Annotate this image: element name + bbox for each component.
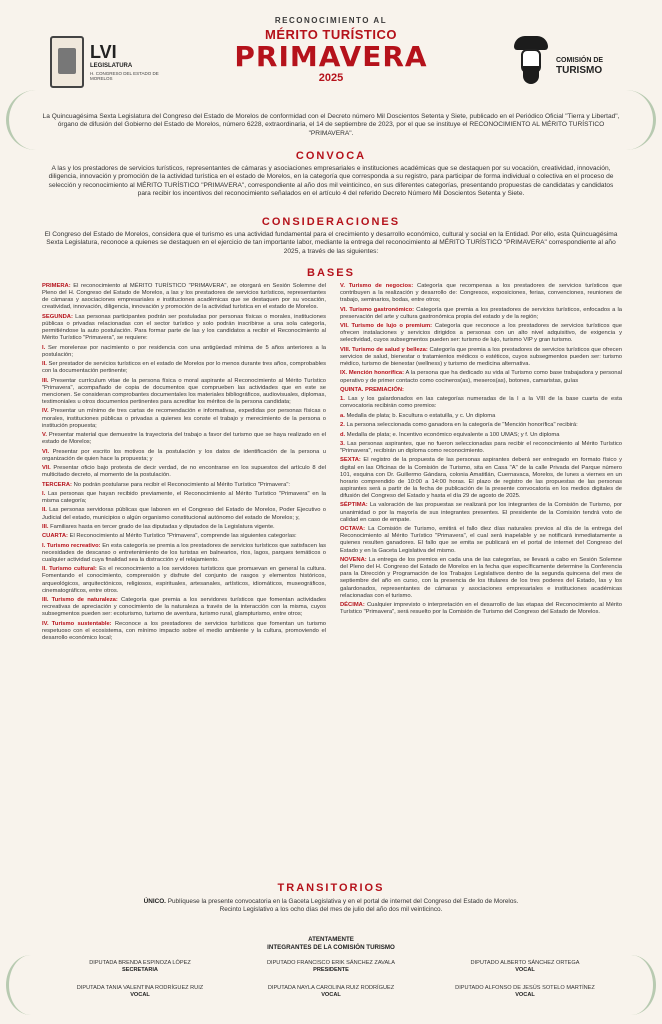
base-item-text: Las personas que hayan recibido previamente, el Reconocimiento al Mérito Turístico "Primavera" en la misma categoría; <box>42 490 326 505</box>
base-item <box>42 491 326 505</box>
signer-role: SECRETARIA <box>122 967 158 973</box>
base-item <box>340 557 622 600</box>
atentamente-label: ATENTAMENTE <box>308 936 354 943</box>
base-item-key: V. Turismo de negocios: <box>340 283 414 289</box>
base-item <box>42 449 326 463</box>
base-item-key: QUINTA. PREMIACIÓN: <box>340 386 404 393</box>
base-item <box>42 283 326 312</box>
base-item-key: I. <box>42 490 46 497</box>
base-item-text: Presentar oficio bajo protesta de decir verdad, de no encontrarse en los supuestos del artículo 8 del multicitado decreto, al momento de la postulación. <box>42 465 326 479</box>
signer-name: DIPUTADO ALFONSO DE JESÚS SOTELO MARTÍNEZ <box>455 985 595 991</box>
base-item-key: VII. <box>42 465 51 472</box>
bases-right-column <box>340 283 622 619</box>
base-item-key: DÉCIMA: <box>340 602 365 609</box>
base-item <box>42 524 326 531</box>
base-item-text: Reconoce a los prestadores de servicios turísticos que fomentan un turismo respetuoso con el ecosistema, con mínimo impacto sobre el medio ambiente y la cultura, promoviendo el desarrollo económico local; <box>42 620 326 642</box>
base-item-text: Categoría que premia a los prestadores de servicios turísticos que ofrecen servicios de salud, bienestar o tratamientos médicos o estéticos, cuyos subsegmentos pueden ser: turismo médico, turismo de bienestar (wellness) y turismo de medicina alternativa. <box>340 346 622 368</box>
base-item-text: Categoría que recompensa a los prestadores de servicios turísticos que contribuyen a la realización y desarrollo de: Congresos, exposiciones, ferias, convenciones, reuniones de trabajo, seminarios, bodas, entre otros; <box>340 283 622 304</box>
transitorio-text: Publíquese la presente convocatoria en la Gaceta Legislativa y en el portal de internet del Congreso del Estado de Morelos. <box>165 898 519 905</box>
base-item-text: En esta categoría se premia a los prestadores de servicios turísticos que satisfacen las necesidades de descanso o entretenimiento de los turistas en balnearios, ríos, lagos, parques temáticos o cualquier actividad cuya finalidad sea la distracción y el relajamiento. <box>42 542 326 563</box>
base-item <box>340 307 622 321</box>
base-item-key: SEXTA: <box>340 457 361 464</box>
base-item-key: 2. <box>340 422 345 429</box>
base-item-key: IX. Mención honorífica: <box>340 370 405 377</box>
base-item <box>42 408 326 429</box>
signature-block <box>236 985 426 999</box>
base-item <box>42 543 326 564</box>
base-item-text: Medalla de plata; e. Incentivo económico equivalente a 100 UMAS; y f. Un diploma <box>345 431 560 438</box>
consideraciones-paragraph: El Congreso del Estado de Morelos, considera que el turismo es una actividad fundamental para el crecimiento y desarrollo económico, cultural y social en la Entidad. Por ello, esta Quincuagésima Sexta Legislatura, reconoce a quienes se destaquen en el ejercicio de tan importante labor, mediante la entrega del reconocimiento al MÉRITO TURÍSTICO "PRIMAVERA" correspondiente al año 2025, a través de las siguientes: <box>44 231 618 255</box>
base-item-text: Categoría que reconoce a los prestadores de servicios turísticos que ofrecen instalaciones y servicios dirigidos a personas con un alto nivel adquisitivo, de exigencia y selectividad, cuyos subsegmentos pueden ser: turismo de lujo, turismo VIP y gran turismo. <box>340 323 622 344</box>
base-item <box>42 533 326 540</box>
base-item-key: SEGUNDA: <box>42 313 73 320</box>
base-item-key: NOVENA: <box>340 556 367 563</box>
header <box>0 0 662 100</box>
base-item <box>340 422 622 429</box>
base-item-key: d. <box>340 431 346 438</box>
base-item-key: III. Turismo de naturaleza: <box>42 597 118 604</box>
signer-name: DIPUTADO ALBERTO SÁNCHEZ ORTEGA <box>470 960 580 966</box>
base-item <box>340 413 622 420</box>
base-item-text: Presentar un mínimo de tres cartas de recomendación e informativas, expedidas por personas físicas o morales, instituciones públicas o privadas a quienes les conste el trabajo y merecimiento de la persona o institución propuesta; <box>42 408 326 429</box>
base-item <box>42 566 326 595</box>
transitorios-heading: TRANSITORIOS <box>277 882 385 894</box>
header-year: 2025 <box>318 72 344 84</box>
base-item-text: La valoración de las propuestas se realizará por los integrantes de la Comisión de Turismo, por unanimidad o por la mayoría de sus integrantes presentes. El presidente de la Comisión tendrá voto de calidad en caso de empate. <box>340 502 622 523</box>
transitorios-paragraph <box>60 898 602 914</box>
base-item <box>340 323 622 344</box>
base-item-text: El registro de la propuesta de las personas aspirantes deberá ser entregado en formato físico y digital en las Oficinas de la Comisión de Turismo, sita en Casa "A" de la calle Privada del Parque número 101, esquina con Dr. Guillermo Gándara, colonia Amatitlán, Cuernavaca, Morelos, de lunes a viernes en un horario comprendido de 10:00 a 14:00 horas. El plazo de registro de las propuestas de las personas aspirantes será a partir de la fecha de publicación de la presente convocatoria en los medios digitales de difusión del Congreso del Estado y hasta el día 29 de agosto de 2025. <box>340 457 622 500</box>
convoca-paragraph: A las y los prestadores de servicios turísticos, representantes de cámaras y asociaciones empresariales e instituciones académicas que se destaquen por su vocación, creatividad, innovación, diligencia, innovación y promoción de la actividad turística en el estado de Morelos, en la categoría que corresponda a su registro, para participar de forma individual o colectiva en el proceso de selección y reconocimiento al MÉRITO TURÍSTICO "PRIMAVERA", correspondiente al año dos mil veinticinco, en sus diferentes categorías, presentando propuestas de candidatas y candidatos para recibir los incentivos del reconocimiento señalados en el artículo 4 del referido Decreto Número Mil Doscientos Setenta y Siete. <box>48 165 614 198</box>
base-item-key: IV. Turismo sustentable: <box>42 620 112 627</box>
convoca-heading: CONVOCA <box>295 150 367 162</box>
base-item-text: El reconocimiento al MÉRITO TURÍSTICO "PRIMAVERA", se otorgará en Sesión Solemne del Pleno del H. Congreso del Estado de Morelos, a las y los prestadores de servicios turísticos, representantes de cámaras y asociaciones empresariales e instituciones académicas que se destaquen por su vocación, creatividad, innovación, diligencia, innovación y promoción de la actividad turística en el estado de Morelos. <box>42 283 326 311</box>
base-item-key: VI. Turismo gastronómico: <box>340 306 415 313</box>
atentamente-block <box>0 936 662 951</box>
base-item <box>340 370 622 384</box>
header-pretitle: RECONOCIMIENTO AL <box>274 16 388 25</box>
legislature-label: LEGISLATURA <box>90 63 133 69</box>
base-item-key: III. <box>42 523 49 530</box>
base-item-text: La entrega de los premios en cada una de las categorías, se llevará a cabo en Sesión Solemne del Pleno del H. Congreso del Estado de Morelos en la fecha que específicamente determine la Conferencia para la Dirección y Programación de los Trabajos Legislativos dentro de la segunda quincena del mes de septiembre del año en curso, con la presencia de los titulares de los tres poderes del Estado, las y los galardonados, representantes de cámaras y asociaciones empresariales e instituciones académicas relacionadas con el turismo. <box>340 556 622 599</box>
signature-block <box>430 985 620 999</box>
signer-role: VOCAL <box>321 992 341 998</box>
base-item-key: VIII. Turismo de salud y belleza: <box>340 346 428 353</box>
signer-role: VOCAL <box>130 992 150 998</box>
base-item-key: VI. <box>42 448 50 455</box>
base-item-text: Ser morelense por nacimiento o por residencia con una antigüedad mínima de 5 años anteriores a la postulación; <box>42 344 326 358</box>
base-item <box>340 457 622 500</box>
base-item-key: II. <box>42 507 47 514</box>
signer-role: VOCAL <box>515 992 535 998</box>
base-item-text: Ser prestador de servicios turísticos en el estado de Morelos por lo menos durante tres años, comprobables con la documentación pertinente; <box>42 361 326 375</box>
signature-block <box>236 960 426 974</box>
base-item-text: Presentar por escrito los motivos de la postulación y los datos de identificación de la persona u organización de quien hace la propuesta; y <box>42 448 326 462</box>
signer-name: DIPUTADA NAYLA CAROLINA RUIZ RODRÍGUEZ <box>267 985 395 991</box>
commission-label-2: TURISMO <box>556 65 603 76</box>
base-item <box>42 465 326 479</box>
base-item-text: A la persona que ha dedicado su vida al Turismo como base trabajadora y personal operativo y de primer contacto como cocineros(as), meseros(as), botones, camaristas, guías <box>340 370 622 384</box>
signer-name: DIPUTADA BRENDA ESPINOZA LÓPEZ <box>89 960 191 966</box>
base-item-text: Medalla de plata; b. Escultura o estatuilla, y c. Un diploma <box>344 412 496 419</box>
base-item-key: II. <box>42 361 47 368</box>
base-item <box>42 597 326 618</box>
base-item-key: a. <box>340 412 345 419</box>
legislature-number: LVI <box>90 42 117 62</box>
base-item-text: La persona seleccionada como ganadora en la categoría de "Mención honorífica" recibirá: <box>344 422 578 429</box>
base-item-key: VII. Turismo de lujo o premium: <box>340 323 433 330</box>
base-item-text: El Reconocimiento al Mérito Turístico "Primavera", comprende las siguientes categorías: <box>67 533 297 540</box>
base-item-text: Familiares hasta en tercer grado de las diputadas y diputados de la Legislatura vigente. <box>48 523 275 530</box>
bases-left-column <box>42 283 326 644</box>
base-item-text: Cualquier imprevisto o interpretación en el desarrollo de las etapas del Reconocimiento al Mérito Turístico "Primavera", será resuelto por la Comisión de Turismo del Congreso del Estado de Morelos. <box>340 602 622 616</box>
base-item <box>42 378 326 407</box>
base-item-text: Las personas aspirantes, que no fueron seleccionadas para recibir el reconocimiento al Mérito Turístico "Primavera", recibirán un diploma como reconocimiento. <box>340 440 622 454</box>
base-item-key: TERCERA: <box>42 481 72 488</box>
consideraciones-heading: CONSIDERACIONES <box>261 216 401 228</box>
base-item-text: Es el reconocimiento a los servidores turísticos que promuevan en general la cultura. Fomentando el conocimiento, comprensión y disfrute del conjunto de rasgos y elementos históricos, arqueológicos, arquitectónicos, religiosos, espirituales, artesanales, artísticos, idiomáticos, museográficos, cinematográficos, entre otros. <box>42 566 327 594</box>
base-item <box>340 502 622 523</box>
base-item-key: II. Turismo cultural: <box>42 566 97 573</box>
base-item <box>42 432 326 446</box>
base-item-text: La Comisión de Turismo, emitirá el fallo diez días naturales previos al día de la entrega del Reconocimiento al Mérito Turístico "Primavera", el cual será inapelable y se notificará inmediatamente a quienes resulten ganadores. El fallo que se emita se publicará en el portal de internet del Congreso del Estado y en la Gaceta Legislativa del mismo. <box>340 526 622 554</box>
transitorio-place-date: Recinto Legislativo a los ocho días del mes de julio del año dos mil veinticinco. <box>219 906 443 913</box>
base-item-key: CUARTA: <box>42 533 68 540</box>
congress-label: H. CONGRESO DEL ESTADO DE MORELOS <box>90 71 159 81</box>
base-item <box>340 602 622 616</box>
base-item <box>340 347 622 368</box>
signature-block <box>45 985 235 999</box>
commission-members-label: INTEGRANTES DE LA COMISIÓN TURISMO <box>267 943 395 951</box>
base-item <box>340 387 622 394</box>
base-item-key: SÉPTIMA: <box>340 502 368 509</box>
base-item <box>42 361 326 375</box>
signer-role: VOCAL <box>515 967 535 973</box>
header-subtitle: MÉRITO TURÍSTICO <box>265 27 397 42</box>
base-item-key: 1. <box>340 396 345 403</box>
base-item <box>340 283 622 304</box>
header-title: PRIMAVERA <box>234 40 428 73</box>
base-item-key: OCTAVA: <box>340 526 366 533</box>
intro-paragraph: La Quincuagésima Sexta Legislatura del Congreso del Estado de Morelos de conformidad con el Decreto número Mil Doscientos Setenta y Siete, publicado en el Periódico Oficial "Tierra y Libertad", órgano de difusión del Gobierno del Estado de Morelos, número 6228, extraordinaria, el 14 de septiembre de 2023, por el que se instituye el RECONOCIMIENTO AL MÉRITO TURÍSTICO "PRIMAVERA". <box>42 113 620 137</box>
base-item-text: Presentar currículum vitae de la persona física o moral aspirante al Reconocimiento al Mérito Turístico "Primavera", acompañado de copia de documentos que comprueben las actividades que en este se mencionen. Se consideran comprobantes documentales los materiales bibliográficos, audiovisuales, diplomas, testimoniales u otros documentos pertinentes para acreditar los méritos de la persona candidata; <box>42 377 326 406</box>
base-item <box>340 432 622 439</box>
base-item <box>340 396 622 410</box>
base-item-text: No podrán postularse para recibir el Reconocimiento al Mérito Turístico "Primavera": <box>71 481 291 488</box>
base-item-text: Categoría que premia a los prestadores de servicios turísticos, enfocados a la preservación del arte y cultura gastronómica propia del estado y de la región; <box>340 306 622 320</box>
tourism-commission-logo-icon <box>512 36 550 86</box>
base-item-key: IV. <box>42 408 49 415</box>
base-item-key: III. <box>42 377 49 384</box>
signature-block <box>430 960 620 974</box>
signer-name: DIPUTADO FRANCISCO ERIK SÁNCHEZ ZAVALA <box>266 960 396 966</box>
bases-heading: BASES <box>307 267 355 279</box>
commission-label-1: COMISIÓN DE <box>556 57 604 64</box>
transitorio-key: ÚNICO. <box>143 898 166 905</box>
base-item-text: Presentar material que demuestre la trayectoria del trabajo a favor del turismo que se haya realizado en el estado de Morelos; <box>42 432 326 446</box>
base-item <box>42 345 326 359</box>
base-item-key: V. <box>42 432 47 439</box>
base-item-key: I. Turismo recreativo: <box>42 542 101 549</box>
base-item <box>340 441 622 455</box>
base-item <box>42 314 326 343</box>
base-item-text: Las y los galardonados en las categorías numeradas de la I a la VIII de la base cuarta de esta convocatoria recibirán como premios: <box>340 396 622 410</box>
base-item <box>42 507 326 521</box>
base-item-key: I. <box>42 344 46 351</box>
base-item-key: PRIMERA: <box>42 283 71 289</box>
base-item <box>340 526 622 555</box>
base-item <box>42 482 326 489</box>
signer-name: DIPUTADA TANIA VALENTINA RODRÍGUEZ RUIZ <box>76 985 204 991</box>
base-item <box>42 621 326 642</box>
signature-block <box>45 960 235 974</box>
base-item-text: Las personas servidoras públicas que laboren en el Congreso del Estado de Morelos, Poder Ejecutivo o Judicial del estado, municipios o algún organismo constitucional autónomo del estado de Morelos; y, <box>42 507 326 521</box>
base-item-key: 3. <box>340 440 345 447</box>
base-item-text: Las personas participantes podrán ser postuladas por personas físicas o morales, instituciones públicas o privadas relacionadas con el sector turístico y solo podrán inscribirse a una sola categoría, permitiéndose la auto postulación. Para formar parte de las y los candidatos a recibir el Reconocimiento al Mérito Turístico "Primavera", se requiere: <box>42 313 326 342</box>
signer-role: PRESIDENTE <box>313 967 349 973</box>
base-item-text: Categoría que premia a los servidores turísticos que fomentan actividades recreativas de apreciación y conocimiento de la naturaleza a través de la interacción con la misma, cuyos subsegmentos pueden ser: ecoturismo, turismo de aventura, turismo rural, glampturismo, entre otros; <box>42 597 326 618</box>
